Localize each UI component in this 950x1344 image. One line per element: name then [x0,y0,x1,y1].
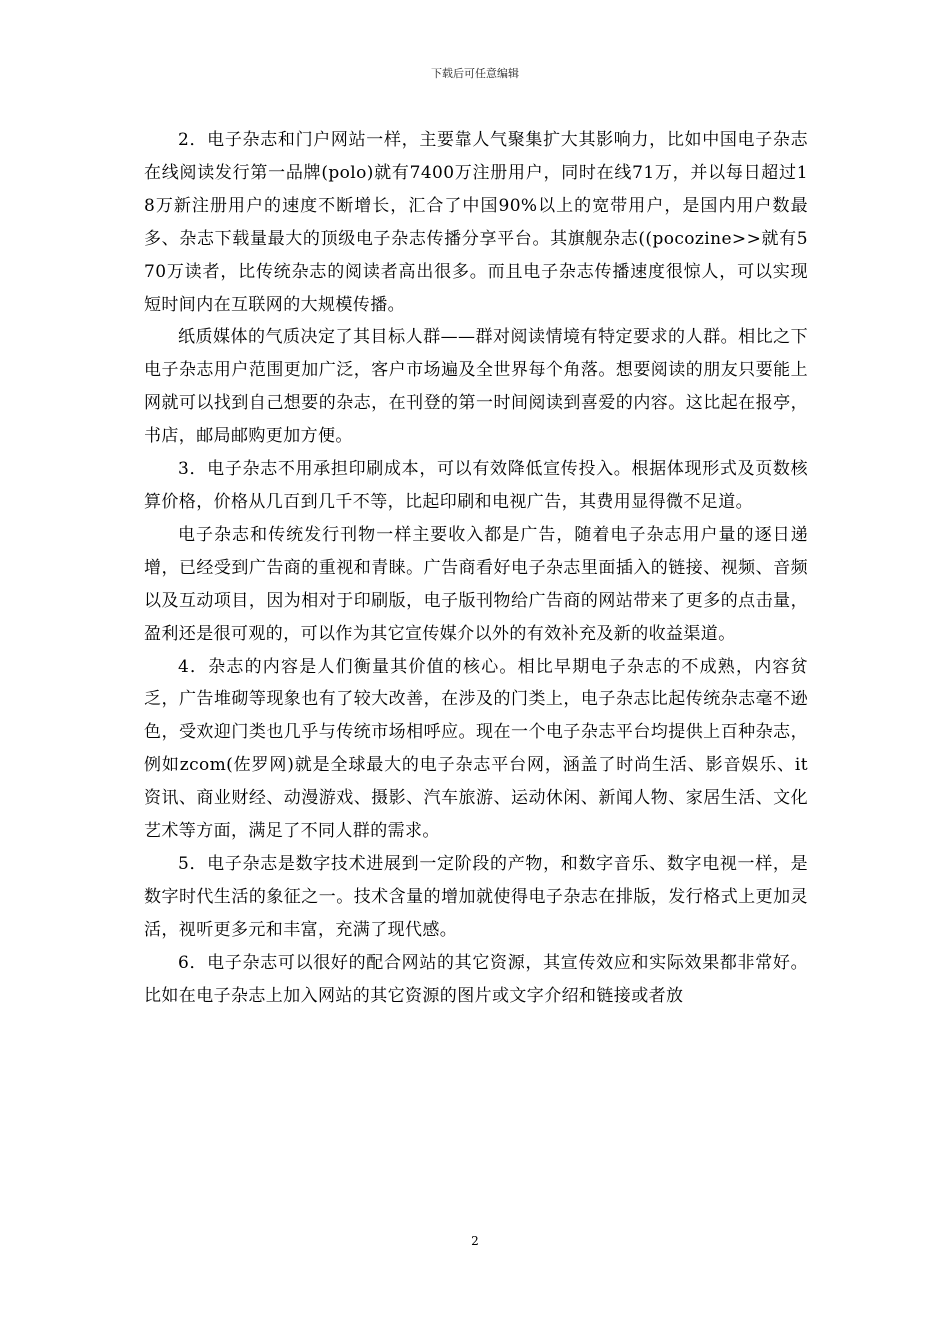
paragraph-6: 5．电子杂志是数字技术进展到一定阶段的产物，和数字音乐、数字电视一样，是数字时代生活的象征之一。技术含量的增加就使得电子杂志在排版，发行格式上更加灵活，视听更多元和丰富，充满了现代感。 [144,853,808,940]
paragraph-1: 2．电子杂志和门户网站一样，主要靠人气聚集扩大其影响力，比如中国电子杂志在线阅读发行第一品牌(polo)就有7400万注册用户，同时在线71万，并以每日超过18万新注册用户的速度不断增长，汇合了中国90%以上的宽带用户，是国内用户数最多、杂志下载量最大的顶级电子杂志传播分享平台。其旗舰杂志((pocozine>>就有570万读者，比传统杂志的阅读者高出很多。而且电子杂志传播速度很惊人，可以实现短时间内在互联网的大规模传播。 [144,130,808,315]
page-header: 下载后可任意编辑 [431,67,519,80]
paragraph-2: 纸质媒体的气质决定了其目标人群——群对阅读情境有特定要求的人群。相比之下电子杂志用户范围更加广泛，客户市场遍及全世界每个角落。想要阅读的朋友只要能上网就可以找到自己想要的杂志，在刊登的第一时间阅读到喜爱的内容。这比起在报亭，书店，邮局邮购更加方便。 [144,327,808,447]
paragraph-4: 电子杂志和传统发行刊物一样主要收入都是广告，随着电子杂志用户量的逐日递增，已经受到广告商的重视和青睐。广告商看好电子杂志里面插入的链接、视频、音频以及互动项目，因为相对于印刷版，电子版刊物给广告商的网站带来了更多的点击量，盈利还是很可观的，可以作为其它宣传媒介以外的有效补充及新的收益渠道。 [144,524,808,644]
paragraph-3: 3．电子杂志不用承担印刷成本，可以有效降低宣传投入。根据体现形式及页数核算价格，价格从几百到几千不等，比起印刷和电视广告，其费用显得微不足道。 [144,459,808,512]
paragraph-7: 6．电子杂志可以很好的配合网站的其它资源，其宣传效应和实际效果都非常好。比如在电子杂志上加入网站的其它资源的图片或文字介绍和链接或者放 [144,952,808,1006]
document-body [144,124,808,1012]
page-number: 2 [471,1234,479,1248]
paragraph-5: 4．杂志的内容是人们衡量其价值的核心。相比早期电子杂志的不成熟，内容贫乏，广告堆砌等现象也有了较大改善，在涉及的门类上，电子杂志比起传统杂志毫不逊色，受欢迎门类也几乎与传统市场相呼应。现在一个电子杂志平台均提供上百种杂志，例如zcom(佐罗网)就是全球最大的电子杂志平台网，涵盖了时尚生活、影音娱乐、it资讯、商业财经、动漫游戏、摄影、汽车旅游、运动休闲、新闻人物、家居生活、文化艺术等方面，满足了不同人群的需求。 [144,656,808,842]
